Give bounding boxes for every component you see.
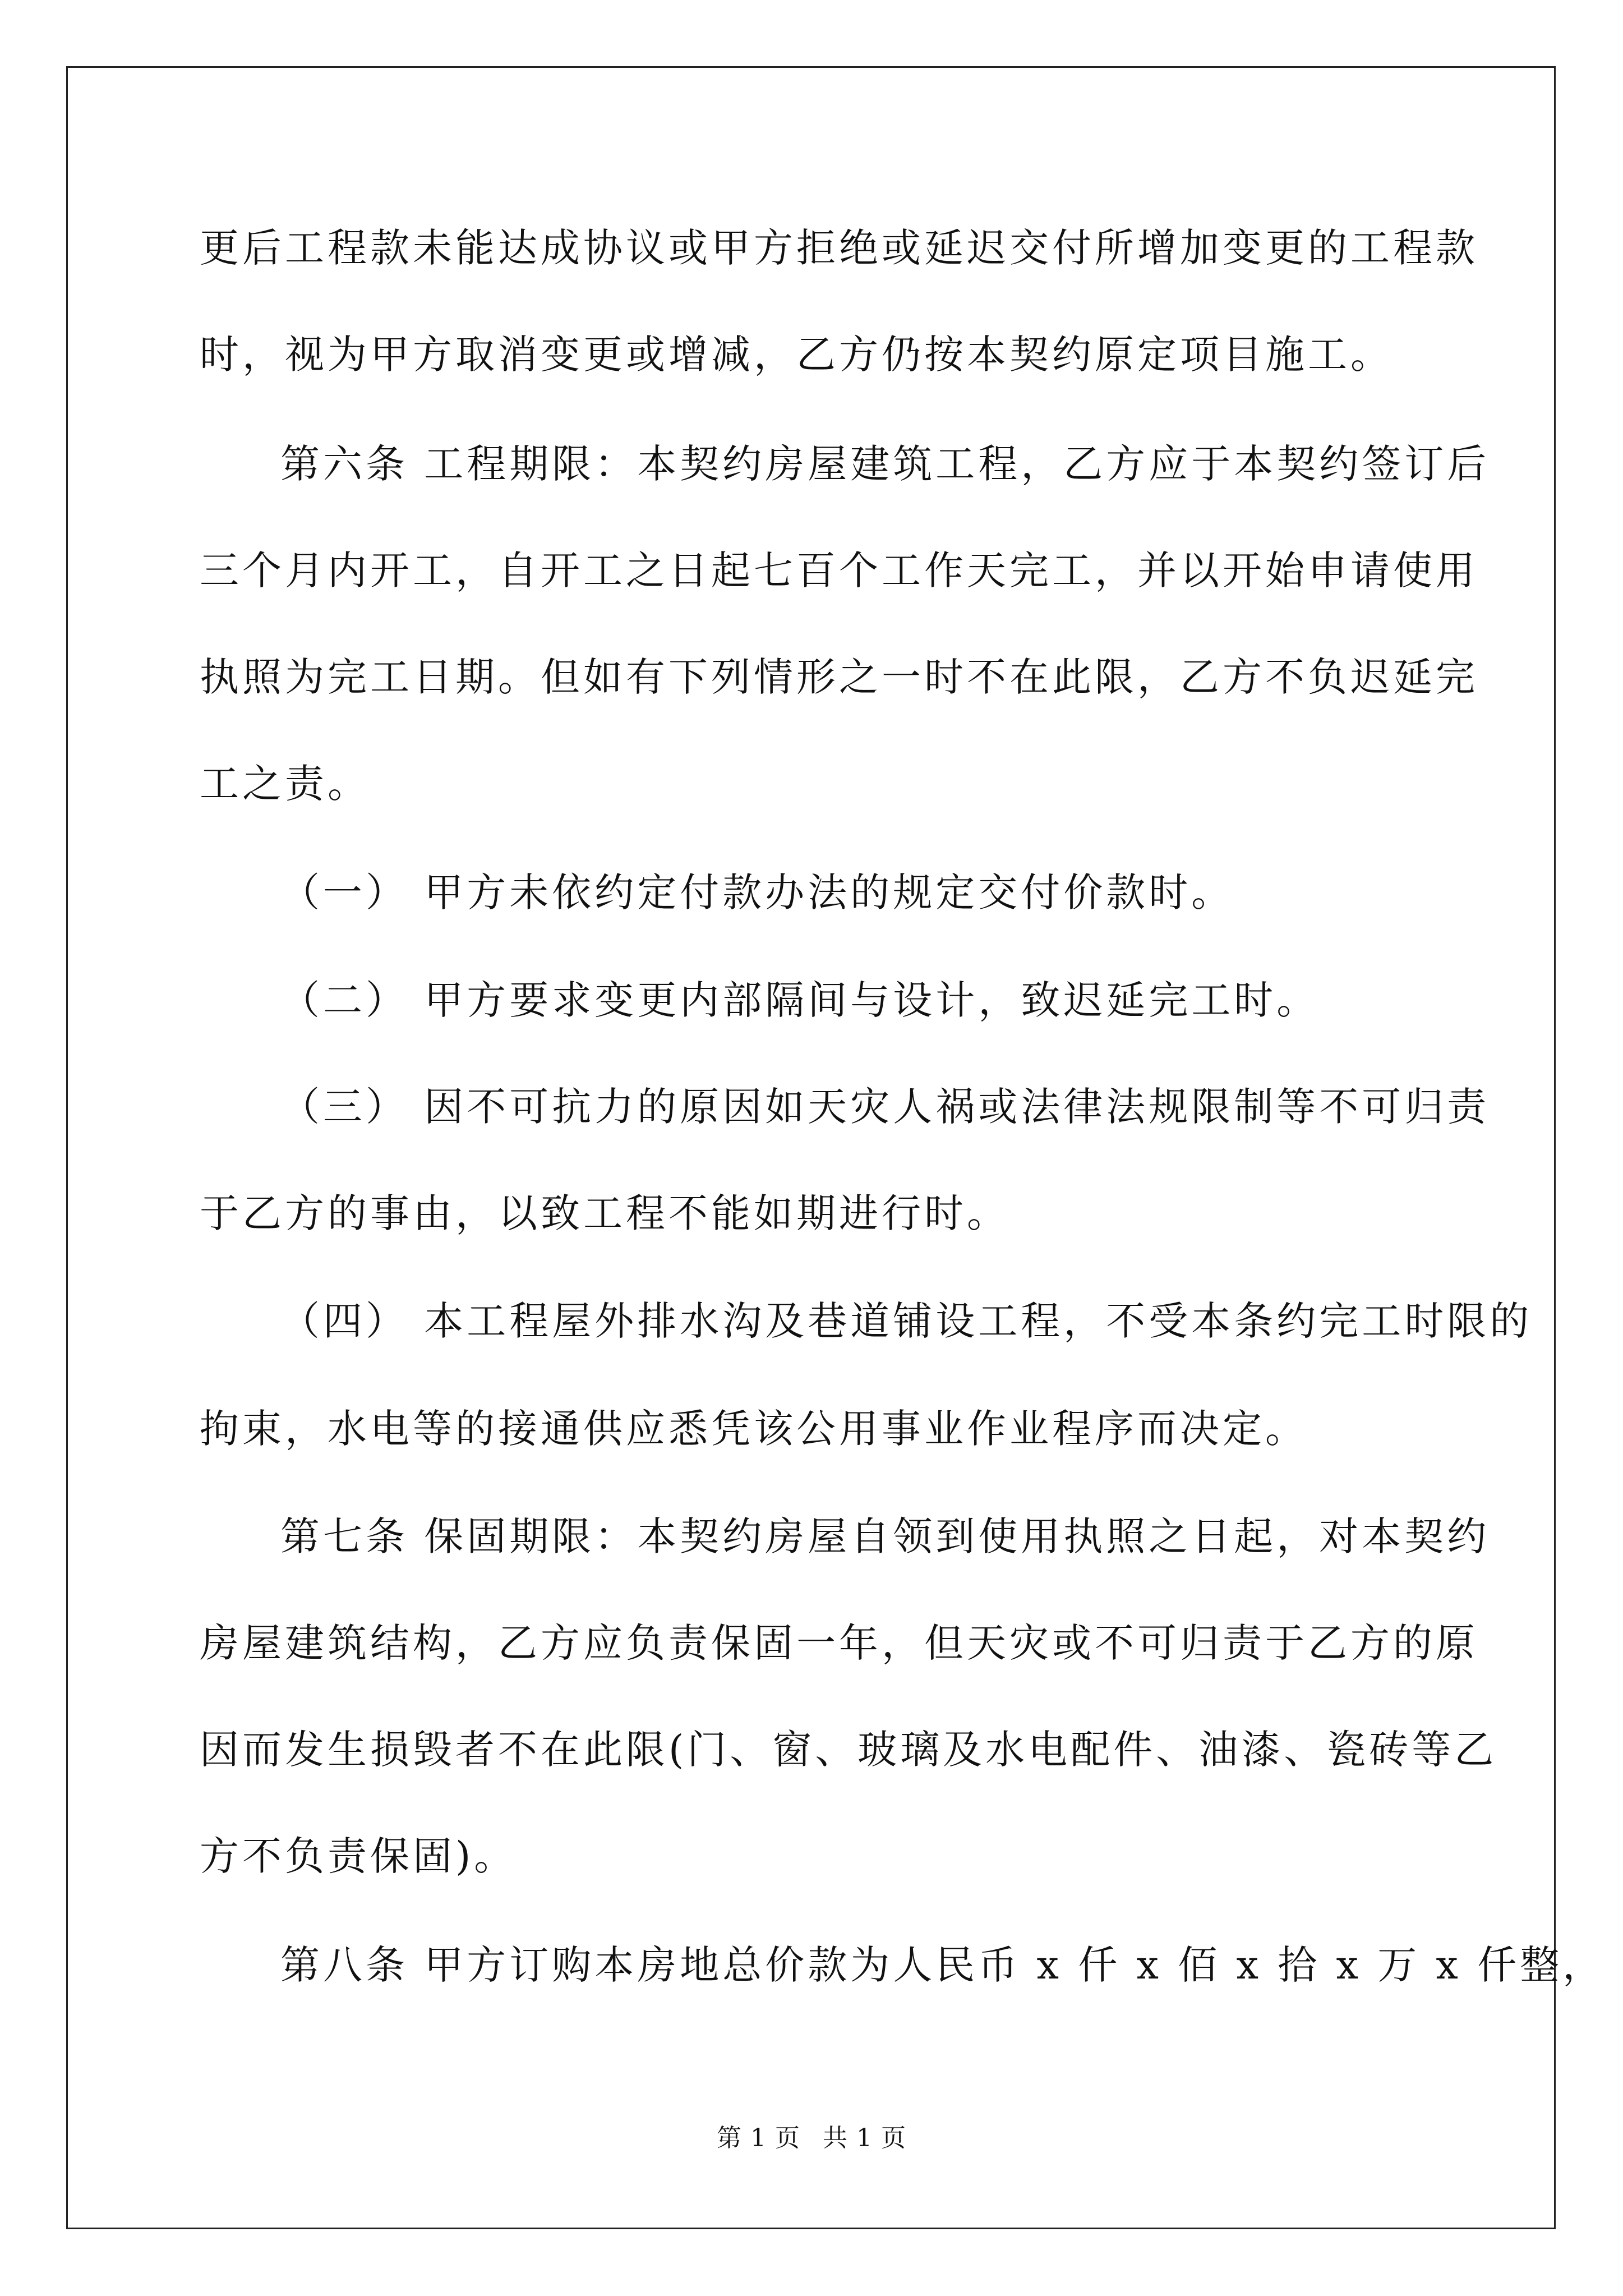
text-line: 第七条 保固期限：本契约房屋自领到使用执照之日起，对本契约 (280, 1513, 1490, 1559)
text-line: 因而发生损毁者不在此限(门、窗、玻璃及水电配件、油漆、瓷砖等乙 (200, 1727, 1497, 1773)
page-border (66, 66, 1556, 2229)
text-line: 工之责。 (200, 761, 370, 807)
text-line: 时，视为甲方取消变更或增减，乙方仍按本契约原定项目施工。 (200, 332, 1393, 378)
text-line: 第八条 甲方订购本房地总价款为人民币 x 仟 x 佰 x 拾 x 万 x 仟整， (280, 1942, 1606, 1988)
page-number-current: 第 1 页 (717, 2124, 800, 2152)
text-line: 三个月内开工，自开工之日起七百个工作天完工，并以开始申请使用 (200, 547, 1478, 593)
text-line: 执照为完工日期。但如有下列情形之一时不在此限，乙方不负迟延完 (200, 654, 1478, 700)
text-line: （四） 本工程屋外排水沟及巷道铺设工程，不受本条约完工时限的 (280, 1298, 1533, 1344)
text-line: 于乙方的事由，以致工程不能如期进行时。 (200, 1190, 1009, 1236)
text-line: 房屋建筑结构，乙方应负责保固一年，但天灾或不可归责于乙方的原 (200, 1620, 1478, 1666)
text-line: （三） 因不可抗力的原因如天灾人祸或法律法规限制等不可归责 (280, 1084, 1490, 1130)
text-line: 第六条 工程期限：本契约房屋建筑工程，乙方应于本契约签订后 (280, 441, 1490, 487)
page-footer (0, 2122, 1623, 2155)
text-line: （二） 甲方要求变更内部隔间与设计，致迟延完工时。 (280, 977, 1320, 1023)
text-line: 更后工程款未能达成协议或甲方拒绝或延迟交付所增加变更的工程款 (200, 225, 1478, 271)
text-line: （一） 甲方未依约定付款办法的规定交付价款时。 (280, 869, 1234, 915)
text-line: 方不负责保固)。 (200, 1833, 517, 1879)
text-line: 拘束，水电等的接通供应悉凭该公用事业作业程序而决定。 (200, 1406, 1308, 1452)
page-number-total: 共 1 页 (823, 2124, 906, 2152)
